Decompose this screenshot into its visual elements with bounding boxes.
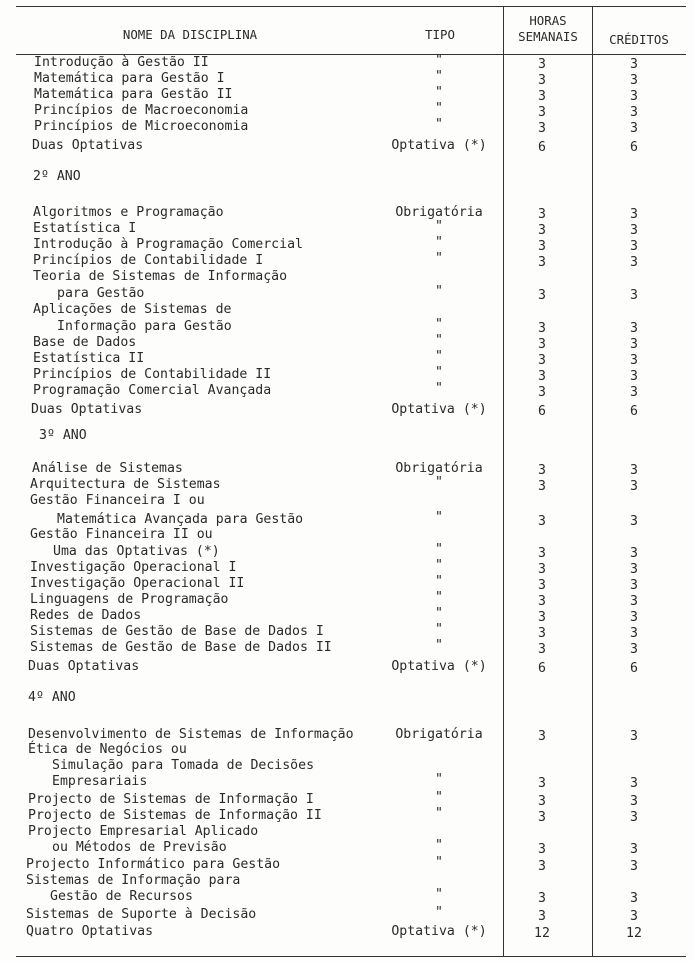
course-name: Matemática Avançada para Gestão	[57, 512, 304, 527]
credits: 6	[630, 140, 638, 155]
course-name: Princípios de Contabilidade I	[33, 253, 264, 268]
weekly-hours: 3	[538, 578, 546, 593]
credits: 3	[630, 385, 638, 400]
course-name: Estatística II	[33, 351, 145, 366]
weekly-hours: 12	[534, 926, 550, 941]
course-type: "	[435, 887, 443, 902]
weekly-hours: 3	[538, 610, 546, 625]
credits: 3	[630, 463, 638, 478]
course-type: "	[435, 381, 443, 396]
year-heading: 3º ANO	[39, 428, 87, 443]
credits: 3	[630, 207, 638, 222]
credits: 3	[630, 626, 638, 641]
weekly-hours: 3	[538, 810, 546, 825]
course-name: Princípios de Contabilidade II	[33, 367, 272, 382]
course-type: Optativa (*)	[391, 138, 487, 153]
course-name: Base de Dados	[33, 335, 137, 350]
weekly-hours: 6	[538, 140, 546, 155]
weekly-hours: 3	[538, 337, 546, 352]
credits: 3	[630, 842, 638, 857]
course-name: Sistemas de Gestão de Base de Dados I	[30, 624, 324, 639]
weekly-hours: 3	[538, 121, 546, 136]
course-type: "	[435, 69, 443, 84]
weekly-hours: 3	[538, 794, 546, 809]
weekly-hours: 3	[538, 369, 546, 384]
course-name: Princípios de Microeconomia	[34, 119, 249, 134]
course-type: "	[435, 638, 443, 653]
course-name: Projecto de Sistemas de Informação II	[28, 808, 322, 823]
weekly-hours: 3	[538, 909, 546, 924]
weekly-hours: 3	[538, 463, 546, 478]
credits: 3	[630, 594, 638, 609]
course-name: Redes de Dados	[30, 608, 142, 623]
course-type: "	[435, 349, 443, 364]
course-name: Teoria de Sistemas de Informação	[33, 269, 288, 284]
course-name: Uma das Optativas (*)	[53, 544, 220, 559]
table-top-border	[16, 6, 686, 7]
course-name: Matemática para Gestão II	[34, 87, 233, 102]
course-type: Optativa (*)	[391, 402, 487, 417]
course-type: "	[435, 558, 443, 573]
course-type: Optativa (*)	[391, 924, 487, 939]
credits: 3	[630, 105, 638, 120]
course-name: Programação Comercial Avançada	[33, 383, 272, 398]
course-name: Projecto Empresarial Aplicado	[28, 824, 259, 839]
credits: 3	[630, 321, 638, 336]
credits: 12	[626, 926, 642, 941]
credits: 3	[630, 57, 638, 72]
course-name: Sistemas de Informação para	[26, 873, 241, 888]
weekly-hours: 3	[538, 255, 546, 270]
course-type: "	[435, 85, 443, 100]
weekly-hours: 3	[538, 73, 546, 88]
course-name: Matemática para Gestão I	[34, 71, 225, 86]
course-type: "	[435, 590, 443, 605]
weekly-hours: 3	[538, 626, 546, 641]
course-name: Projecto Informático para Gestão	[26, 857, 281, 872]
weekly-hours: 3	[538, 321, 546, 336]
credits: 3	[630, 514, 638, 529]
course-name: para Gestão	[57, 286, 145, 301]
header-horas-line2: SEMANAIS	[518, 29, 578, 44]
credits: 3	[630, 610, 638, 625]
credits: 3	[630, 353, 638, 368]
credits: 3	[630, 776, 638, 791]
weekly-hours: 3	[538, 859, 546, 874]
header-disciplina: NOME DA DISCIPLINA	[122, 27, 258, 42]
course-name: Algoritmos e Programação	[33, 205, 224, 220]
weekly-hours: 6	[538, 404, 546, 419]
course-type: "	[435, 235, 443, 250]
weekly-hours: 3	[538, 479, 546, 494]
course-type: "	[435, 475, 443, 490]
course-name: Gestão de Recursos	[50, 889, 193, 904]
weekly-hours: 3	[538, 57, 546, 72]
credits: 3	[630, 810, 638, 825]
course-type: "	[435, 542, 443, 557]
credits: 3	[630, 337, 638, 352]
course-type: "	[435, 53, 443, 68]
course-name: Sistemas de Suporte à Decisão	[26, 907, 257, 922]
course-type: Obrigatória	[395, 727, 483, 742]
course-name: Duas Optativas	[31, 402, 143, 417]
course-type: Optativa (*)	[391, 659, 487, 674]
header-horas-line1: HORAS	[529, 13, 567, 28]
weekly-hours: 3	[538, 562, 546, 577]
course-name: Simulação para Tomada de Decisões	[52, 758, 315, 773]
credits: 3	[630, 642, 638, 657]
course-name: Investigação Operacional I	[30, 560, 237, 575]
course-name: Duas Optativas	[32, 138, 144, 153]
course-type: "	[435, 317, 443, 332]
course-name: Investigação Operacional II	[30, 576, 245, 591]
course-type: "	[435, 510, 443, 525]
credits: 3	[630, 223, 638, 238]
credits: 3	[630, 73, 638, 88]
weekly-hours: 3	[538, 776, 546, 791]
course-name: Projecto de Sistemas de Informação I	[28, 792, 314, 807]
course-name: Arquitectura de Sistemas	[30, 477, 221, 492]
course-name: Quatro Optativas	[26, 924, 154, 939]
course-type: "	[435, 772, 443, 787]
weekly-hours: 3	[538, 239, 546, 254]
weekly-hours: 6	[538, 661, 546, 676]
credits: 3	[630, 578, 638, 593]
course-name: Introdução à Programação Comercial	[33, 237, 303, 252]
course-name: Desenvolvimento de Sistemas de Informação	[28, 727, 354, 742]
course-name: Gestão Financeira II ou	[30, 527, 213, 542]
course-name: Análise de Sistemas	[32, 461, 183, 476]
weekly-hours: 3	[538, 89, 546, 104]
course-type: "	[435, 606, 443, 621]
course-type: Obrigatória	[395, 205, 483, 220]
course-name: Linguagens de Programação	[30, 592, 229, 607]
credits: 3	[630, 288, 638, 303]
course-type: "	[435, 574, 443, 589]
weekly-hours: 3	[538, 385, 546, 400]
course-type: "	[435, 284, 443, 299]
course-name: Estatística I	[33, 221, 137, 236]
course-type: "	[435, 365, 443, 380]
weekly-hours: 3	[538, 546, 546, 561]
credits: 3	[630, 794, 638, 809]
course-name: Sistemas de Gestão de Base de Dados II	[30, 640, 332, 655]
course-type: "	[435, 117, 443, 132]
weekly-hours: 3	[538, 353, 546, 368]
credits: 3	[630, 859, 638, 874]
course-type: "	[435, 790, 443, 805]
course-type: "	[435, 251, 443, 266]
weekly-hours: 3	[538, 594, 546, 609]
course-type: "	[435, 333, 443, 348]
weekly-hours: 3	[538, 207, 546, 222]
year-heading: 2º ANO	[33, 169, 81, 184]
header-creditos: CRÉDITOS	[609, 32, 669, 47]
credits: 6	[630, 661, 638, 676]
course-type: "	[435, 219, 443, 234]
course-type: "	[435, 622, 443, 637]
header-tipo: TIPO	[425, 27, 455, 42]
course-name: Princípios de Macroeconomia	[34, 103, 249, 118]
course-type: "	[435, 905, 443, 920]
table-bottom-border	[16, 956, 686, 957]
course-type: "	[435, 101, 443, 116]
course-type: "	[435, 838, 443, 853]
weekly-hours: 3	[538, 223, 546, 238]
credits: 3	[630, 562, 638, 577]
weekly-hours: 3	[538, 514, 546, 529]
course-name: Informação para Gestão	[57, 319, 232, 334]
course-type: "	[435, 855, 443, 870]
credits: 3	[630, 729, 638, 744]
weekly-hours: 3	[538, 642, 546, 657]
credits: 3	[630, 239, 638, 254]
credits: 3	[630, 479, 638, 494]
course-name: Gestão Financeira I ou	[30, 493, 205, 508]
weekly-hours: 3	[538, 288, 546, 303]
column-divider-horas	[592, 6, 593, 957]
course-name: Introdução à Gestão II	[34, 55, 209, 70]
course-name: Aplicações de Sistemas de	[33, 302, 232, 317]
course-type: Obrigatória	[395, 461, 483, 476]
course-name: ou Métodos de Previsão	[52, 840, 227, 855]
course-type: "	[435, 806, 443, 821]
course-name: Ética de Negócios ou	[28, 742, 187, 757]
credits: 3	[630, 546, 638, 561]
credits: 3	[630, 369, 638, 384]
credits: 3	[630, 89, 638, 104]
credits: 3	[630, 909, 638, 924]
credits: 6	[630, 404, 638, 419]
weekly-hours: 3	[538, 105, 546, 120]
weekly-hours: 3	[538, 842, 546, 857]
course-name: Duas Optativas	[28, 659, 140, 674]
credits: 3	[630, 255, 638, 270]
weekly-hours: 3	[538, 729, 546, 744]
weekly-hours: 3	[538, 891, 546, 906]
course-name: Empresariais	[52, 774, 148, 789]
credits: 3	[630, 121, 638, 136]
year-heading: 4º ANO	[28, 690, 76, 705]
credits: 3	[630, 891, 638, 906]
